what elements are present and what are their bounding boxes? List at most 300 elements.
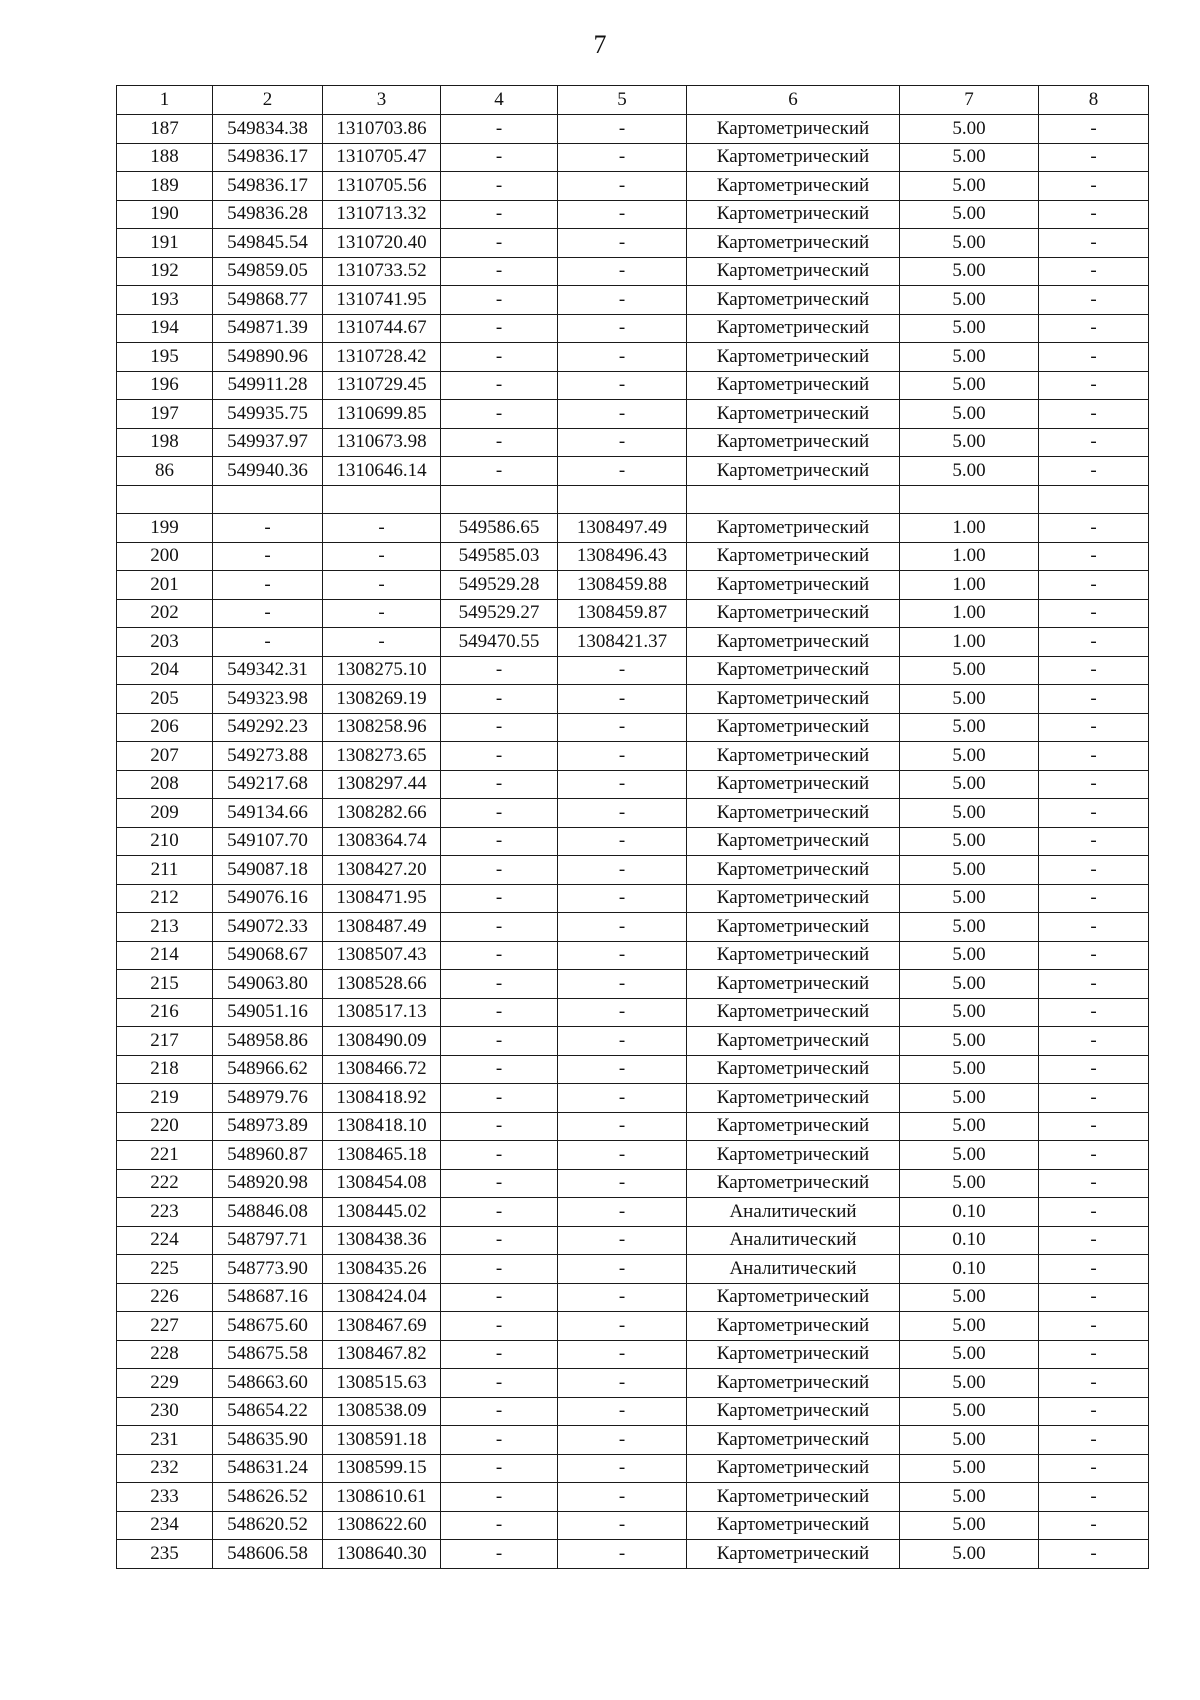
table-row [117,457,1149,486]
table-row [117,1483,1149,1512]
table-cell: - [558,1169,687,1198]
table-cell: 1308497.49 [558,514,687,543]
table-cell: 549845.54 [213,229,323,258]
table-cell: Картометрический [687,656,900,685]
table-cell: 549470.55 [441,628,558,657]
table-cell: 233 [117,1483,213,1512]
table-cell: 548654.22 [213,1397,323,1426]
table-cell: 1310728.42 [323,343,441,372]
table-cell: 195 [117,343,213,372]
table-row [117,599,1149,628]
table-cell: - [441,229,558,258]
table-cell: Картометрический [687,599,900,628]
table-cell: 1308282.66 [323,799,441,828]
table-cell: 1310673.98 [323,428,441,457]
table-cell: - [558,1226,687,1255]
table-cell: - [558,428,687,457]
table-cell: Картометрический [687,913,900,942]
table-cell: 1308465.18 [323,1141,441,1170]
table-cell: Аналитический [687,1255,900,1284]
table-cell: 227 [117,1312,213,1341]
table-row [117,1369,1149,1398]
table-cell: 1308517.13 [323,998,441,1027]
table-cell: 1308454.08 [323,1169,441,1198]
table-cell: - [441,884,558,913]
table-cell: 1308467.82 [323,1340,441,1369]
table-row [117,1169,1149,1198]
table-cell: - [1039,685,1149,714]
table-cell: - [441,1454,558,1483]
column-header-5: 5 [558,86,687,115]
table-cell: - [441,257,558,286]
table-cell: 5.00 [900,115,1039,144]
table-cell: 548960.87 [213,1141,323,1170]
table-cell: Картометрический [687,542,900,571]
table-cell [213,485,323,514]
table-cell: Картометрический [687,571,900,600]
table-row [117,713,1149,742]
table-row [117,542,1149,571]
table-cell: - [558,1369,687,1398]
table-cell: - [1039,628,1149,657]
table-cell: - [558,143,687,172]
table-cell: - [558,884,687,913]
table-cell: 5.00 [900,457,1039,486]
table-cell: Картометрический [687,1283,900,1312]
table-cell: 222 [117,1169,213,1198]
table-cell [900,485,1039,514]
table-cell: 548966.62 [213,1055,323,1084]
table-cell: - [323,514,441,543]
table-cell: Картометрический [687,1055,900,1084]
table-cell: 548846.08 [213,1198,323,1227]
table-cell: - [558,1454,687,1483]
table-cell: - [441,1112,558,1141]
table-cell: 202 [117,599,213,628]
table-cell: - [558,713,687,742]
table-cell: - [441,742,558,771]
table-cell: 548979.76 [213,1084,323,1113]
table-cell: Картометрический [687,742,900,771]
table-cell: 5.00 [900,1283,1039,1312]
table-cell: - [558,200,687,229]
table-cell: - [441,1283,558,1312]
table-cell: - [558,1283,687,1312]
table-cell: - [441,371,558,400]
table-cell: - [558,1255,687,1284]
table-cell: 1308515.63 [323,1369,441,1398]
table-cell: 209 [117,799,213,828]
table-cell: 204 [117,656,213,685]
table-cell: 1308591.18 [323,1426,441,1455]
table-cell: - [558,1483,687,1512]
table-cell: 1308538.09 [323,1397,441,1426]
table-row [117,400,1149,429]
table-cell: Картометрический [687,1454,900,1483]
table-row [117,856,1149,885]
table-cell: - [441,115,558,144]
table-cell: - [1039,1141,1149,1170]
table-cell: - [558,1198,687,1227]
table-cell: 1308435.26 [323,1255,441,1284]
table-cell [117,485,213,514]
table-cell: - [441,799,558,828]
table-cell: 5.00 [900,827,1039,856]
table-cell: 549292.23 [213,713,323,742]
table-cell: 1308507.43 [323,941,441,970]
table-cell: - [441,314,558,343]
table-cell: 188 [117,143,213,172]
table-cell: 5.00 [900,1540,1039,1569]
table-cell: 549586.65 [441,514,558,543]
table-cell: 1308258.96 [323,713,441,742]
table-cell: 220 [117,1112,213,1141]
table-cell: - [558,998,687,1027]
table-row [117,1112,1149,1141]
table-cell: 215 [117,970,213,999]
table-body [117,115,1149,1569]
table-cell: 207 [117,742,213,771]
table-row [117,884,1149,913]
table-cell: 5.00 [900,143,1039,172]
table-cell: - [323,571,441,600]
table-cell: - [558,827,687,856]
table-cell: 5.00 [900,286,1039,315]
table-cell: - [441,428,558,457]
table-cell: 1310733.52 [323,257,441,286]
table-cell: Картометрический [687,200,900,229]
table-cell: 5.00 [900,1027,1039,1056]
table-cell: 549068.67 [213,941,323,970]
table-cell: 218 [117,1055,213,1084]
table-cell: 548626.52 [213,1483,323,1512]
table-cell: 548675.60 [213,1312,323,1341]
table-cell: 192 [117,257,213,286]
table-cell: - [1039,400,1149,429]
table-cell: 549585.03 [441,542,558,571]
column-header-1: 1 [117,86,213,115]
table-cell: - [1039,1112,1149,1141]
table-cell: - [441,400,558,429]
table-cell: 5.00 [900,998,1039,1027]
table-cell: Картометрический [687,1084,900,1113]
table-cell: - [558,1084,687,1113]
table-cell: 1308487.49 [323,913,441,942]
table-cell: - [213,571,323,600]
table-cell: - [441,172,558,201]
table-cell: - [441,457,558,486]
table-cell: 5.00 [900,343,1039,372]
table-row [117,514,1149,543]
table-cell: 548687.16 [213,1283,323,1312]
table-cell: 5.00 [900,1397,1039,1426]
table-cell: - [1039,428,1149,457]
table-cell: 213 [117,913,213,942]
header-row [117,86,1149,115]
table-cell: 549859.05 [213,257,323,286]
table-cell: 549834.38 [213,115,323,144]
table-cell: - [441,1141,558,1170]
table-cell: 200 [117,542,213,571]
table-cell: 5.00 [900,400,1039,429]
table-cell: 1310713.32 [323,200,441,229]
table-cell: - [558,343,687,372]
table-cell: 225 [117,1255,213,1284]
table-cell: - [1039,1198,1149,1227]
table-cell: - [1039,1540,1149,1569]
table-row [117,1454,1149,1483]
table-cell: - [441,1540,558,1569]
table-cell: 549836.17 [213,143,323,172]
table-cell: Картометрический [687,115,900,144]
table-cell: - [441,1198,558,1227]
table-cell: Картометрический [687,856,900,885]
column-header-8: 8 [1039,86,1149,115]
table-row [117,1226,1149,1255]
table-cell: 549107.70 [213,827,323,856]
table-row [117,1283,1149,1312]
table-cell: - [558,1055,687,1084]
table-cell: 0.10 [900,1198,1039,1227]
table-row [117,257,1149,286]
table-cell: 5.00 [900,656,1039,685]
table-cell: - [558,400,687,429]
table-cell: 1310646.14 [323,457,441,486]
table-cell: - [1039,143,1149,172]
table-row [117,656,1149,685]
table-cell: 189 [117,172,213,201]
table-cell: Картометрический [687,1397,900,1426]
table-cell: - [1039,172,1149,201]
table-cell: Картометрический [687,685,900,714]
table-cell: - [558,172,687,201]
table-cell: 1308471.95 [323,884,441,913]
table-cell: - [558,1112,687,1141]
table-cell: - [441,1426,558,1455]
table-cell: 1308467.69 [323,1312,441,1341]
table-cell: Картометрический [687,229,900,258]
table-cell: - [441,1226,558,1255]
table-row [117,1255,1149,1284]
table-cell: 548663.60 [213,1369,323,1398]
table-cell: Картометрический [687,941,900,970]
column-header-3: 3 [323,86,441,115]
table-cell: - [558,115,687,144]
table-cell: - [1039,1340,1149,1369]
table-cell: - [1039,742,1149,771]
table-cell: - [441,286,558,315]
table-cell: Картометрический [687,628,900,657]
table-cell: Аналитический [687,1226,900,1255]
table-cell: - [1039,1454,1149,1483]
table-cell: 1308273.65 [323,742,441,771]
table-cell: 5.00 [900,913,1039,942]
table-cell: 549076.16 [213,884,323,913]
table-cell: 5.00 [900,200,1039,229]
table-cell [1039,485,1149,514]
table-cell: 197 [117,400,213,429]
table-cell: Картометрический [687,457,900,486]
table-row [117,998,1149,1027]
table-cell: Картометрический [687,428,900,457]
table-cell: - [441,143,558,172]
table-cell: 1308421.37 [558,628,687,657]
table-cell: 549836.17 [213,172,323,201]
table-cell: 549217.68 [213,770,323,799]
table-cell: - [558,257,687,286]
table-cell: - [1039,1369,1149,1398]
table-cell: 549911.28 [213,371,323,400]
table-cell: 548773.90 [213,1255,323,1284]
table-cell: 548631.24 [213,1454,323,1483]
table-cell: - [558,913,687,942]
table-cell: - [323,599,441,628]
table-row [117,286,1149,315]
table-cell: - [213,628,323,657]
table-cell: - [558,799,687,828]
table-cell: Картометрический [687,257,900,286]
table-cell: Аналитический [687,1198,900,1227]
table-cell: - [1039,856,1149,885]
table-cell: Картометрический [687,1540,900,1569]
table-cell [687,485,900,514]
table-cell: 231 [117,1426,213,1455]
page-number: 7 [593,30,607,59]
table-cell: - [441,1483,558,1512]
table-cell: 549529.28 [441,571,558,600]
table-cell: - [213,514,323,543]
table-cell: 5.00 [900,1454,1039,1483]
table-cell: 199 [117,514,213,543]
table-cell: - [1039,314,1149,343]
table-cell: 1308418.92 [323,1084,441,1113]
table-cell: 211 [117,856,213,885]
table-cell: 5.00 [900,314,1039,343]
table-cell: 549134.66 [213,799,323,828]
table-cell: 1308610.61 [323,1483,441,1512]
table-cell: - [1039,257,1149,286]
table-cell: 5.00 [900,884,1039,913]
table-cell: 5.00 [900,257,1039,286]
table-cell: 549940.36 [213,457,323,486]
table-cell: - [1039,713,1149,742]
table-cell: - [323,628,441,657]
table-cell: - [441,1369,558,1398]
table-cell: - [558,656,687,685]
table-cell: 5.00 [900,1112,1039,1141]
table-cell: - [441,913,558,942]
table-cell: - [558,685,687,714]
table-cell: 548635.90 [213,1426,323,1455]
table-cell: - [1039,1169,1149,1198]
table-cell: - [441,1084,558,1113]
table-cell: Картометрический [687,1511,900,1540]
table-cell: Картометрический [687,884,900,913]
table-cell: - [441,685,558,714]
table-cell: - [1039,1255,1149,1284]
table-cell: Картометрический [687,143,900,172]
table-cell: - [558,229,687,258]
table-cell: 191 [117,229,213,258]
table-cell: - [558,1426,687,1455]
table-cell: 221 [117,1141,213,1170]
table-cell: - [441,1169,558,1198]
table-cell: - [1039,1055,1149,1084]
table-cell: - [558,1540,687,1569]
table-cell: - [558,314,687,343]
table-cell: Картометрический [687,343,900,372]
table-cell: 5.00 [900,713,1039,742]
table-cell: 1308599.15 [323,1454,441,1483]
table-cell: - [1039,884,1149,913]
table-cell: - [323,542,441,571]
table-cell: Картометрический [687,1426,900,1455]
table-cell: - [441,1511,558,1540]
table-row [117,1198,1149,1227]
table-cell: - [558,1027,687,1056]
table-cell: 5.00 [900,1312,1039,1341]
column-header-4: 4 [441,86,558,115]
table-row [117,571,1149,600]
table-cell: 1310703.86 [323,115,441,144]
table-cell: 1310705.47 [323,143,441,172]
table-cell: Картометрический [687,827,900,856]
table-cell: - [558,1340,687,1369]
table-cell: 549087.18 [213,856,323,885]
table-row [117,799,1149,828]
table-cell: Картометрический [687,970,900,999]
table-cell: - [1039,115,1149,144]
table-cell: 1308466.72 [323,1055,441,1084]
table-cell: 1.00 [900,571,1039,600]
table-cell: 1308438.36 [323,1226,441,1255]
table-cell: 548620.52 [213,1511,323,1540]
table-cell: - [441,713,558,742]
table-cell: - [441,1255,558,1284]
table-cell: 230 [117,1397,213,1426]
table-cell: - [1039,1511,1149,1540]
table-row [117,314,1149,343]
table-cell: - [1039,1283,1149,1312]
table-cell: 5.00 [900,371,1039,400]
table-cell: - [1039,1027,1149,1056]
table-cell: 226 [117,1283,213,1312]
table-cell: 1308459.88 [558,571,687,600]
table-row [117,1340,1149,1369]
table-cell: Картометрический [687,1169,900,1198]
table-cell [558,485,687,514]
table-row [117,1027,1149,1056]
table-cell: 549323.98 [213,685,323,714]
table-cell: 549890.96 [213,343,323,372]
table-cell: - [441,656,558,685]
table-cell: 224 [117,1226,213,1255]
table-cell: 234 [117,1511,213,1540]
table-cell: 86 [117,457,213,486]
table-row [117,200,1149,229]
table-cell: 549868.77 [213,286,323,315]
table-cell: - [1039,599,1149,628]
table-row [117,371,1149,400]
table-cell: - [558,286,687,315]
table-row [117,143,1149,172]
table-cell: Картометрический [687,514,900,543]
table-cell: 194 [117,314,213,343]
table-cell: Картометрический [687,1112,900,1141]
table-cell: Картометрический [687,799,900,828]
table-cell: - [1039,941,1149,970]
table-cell: 5.00 [900,941,1039,970]
